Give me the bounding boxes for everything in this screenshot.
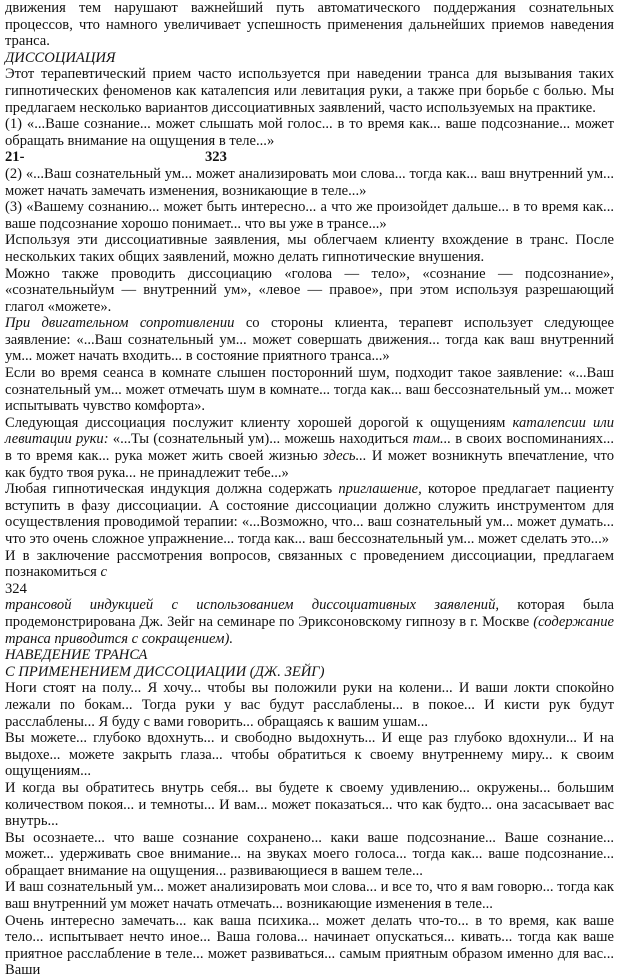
emphasis: приглашение, bbox=[338, 481, 422, 498]
paragraph: Вы осознаете... что ваше сознание сохранено... каки ваше подсознание... Ваше сознание... может... удерживать свое внимание... на звуках моего голоса... тогда как... ваше подсознание... обращает внимание на ощущения... развивающиеся в вашем теле... bbox=[5, 829, 614, 879]
text-run: Любая гипнотическая индукция должна содержать bbox=[5, 481, 339, 498]
paragraph bbox=[5, 415, 614, 481]
paragraph: Используя эти диссоциативные заявления, мы облегчаем клиенту вхождение в транс. После нескольких таких общих заявлений, можно делать гипнотические внушения. bbox=[5, 232, 614, 265]
emphasis: здесь... bbox=[323, 448, 367, 465]
text-run: в своих воспоминаниях... в то время как... рука может жить своей жизнью bbox=[5, 431, 614, 465]
page-number: 323 bbox=[205, 149, 227, 166]
text-run: со стороны клиента, терапевт использует следующее заявление: «...Ваш сознательный ум... может совершать движения... тогда как ваш внутренний ум... может начать входить... в состояние приятного транса...» bbox=[5, 315, 614, 365]
section-subheading: С ПРИМЕНЕНИЕМ ДИССОЦИАЦИИ (ДЖ. ЗЕЙГ) bbox=[5, 663, 325, 680]
paragraph: Этот терапевтический прием часто используется при наведении транса для вызывания таких гипнотических феноменов как каталепсия или левитация руки, а также при борьбе с болью. Мы предлагаем несколько вариантов диссоциативных заявлений, часто используемых на практике. bbox=[5, 66, 614, 116]
text-run: Следующая диссоциация послужит клиенту хорошей дорогой к ощущениям bbox=[5, 414, 513, 431]
text-run: которое предлагает пациенту вступить в фазу диссоциации. А состояние диссоциации должно служить инструментом для осуществления проводимой терапии: «...Возможно, что... ваш сознательный ум... может думать... что это очень сложное упражнение... тогда как... ваш бессознательный ум... может сделать это...» bbox=[5, 481, 614, 547]
paragraph: И когда вы обратитесь внутрь себя... вы будете к своему удивлению... окружены... большим количеством покоя... и темноты... И вам... может показаться... что как будто... она засасывает вас внутрь... bbox=[5, 779, 614, 830]
paragraph: (3) «Вашему сознанию... может быть интересно... а что же произойдет дальше... в то время как... ваше подсознание хорошо понимает... что вы уже в трансе...» bbox=[5, 199, 614, 232]
emphasis: там... bbox=[412, 431, 452, 448]
text-run: И может возникнуть впечатление, что как будто твоя рука... не принадлежит тебе...» bbox=[5, 448, 614, 481]
emphasis: трансовой индукцией с использованием диссоциативных заявлений, bbox=[5, 597, 500, 614]
paragraph bbox=[5, 481, 614, 547]
page-number-row bbox=[5, 149, 614, 166]
paragraph bbox=[5, 548, 614, 581]
emphasis: каталепсии или левитации руки: bbox=[5, 414, 614, 448]
emphasis: (содержание транса приводится с сокращением). bbox=[5, 613, 614, 647]
page-number: 324 bbox=[5, 580, 27, 597]
paragraph: Если во время сеанса в комнате слышен посторонний шум, подходит такое заявление: «...Ваш сознательный ум... может отмечать шум в комнате... тогда как... ваш бессознательный ум... может испытывать чувство комфорта». bbox=[5, 365, 614, 415]
paragraph: И ваш сознательный ум... может анализировать мои слова... и все то, что я вам говорю... тогда как ваш внутренний ум может начать отмечать... возникающие изменения в теле... bbox=[5, 879, 614, 913]
paragraph: движения тем нарушают важнейший путь автоматического поддержания сознательных процессов, что намного увеличивает успешность применения дальнейших приемов наведения транса. bbox=[5, 0, 614, 50]
paragraph: Можно также проводить диссоциацию «голова — тело», «сознание — подсознание», «сознательныйум — внутренний ум», «левое — правое», при этом используя разрешающий глагол «можете». bbox=[5, 265, 614, 315]
paragraph: Вы можете... глубоко вдохнуть... и свободно выдохнуть... И еще раз глубоко вдохнули... И на выдохе... можете закрыть глаза... чтобы обратиться к своему внутреннему миру... к своим ощущениям... bbox=[5, 730, 614, 780]
paragraph bbox=[5, 597, 614, 647]
text-run: которая была продемонстрирована Дж. Зейг на семинаре по Эриксоновскому гипнозу в г. Москве bbox=[5, 597, 614, 630]
paragraph: Очень интересно замечать... как ваша психика... может делать что-то... в то время, как ваше тело... испытывает нечто иное... Ваша голова... начинает опускаться... кивать... тогда как ваше приятное расслабление в теле... может развиваться... самым приятным образом именно для вас... Ваши bbox=[5, 912, 614, 979]
text-run: «...Ты (сознательный ум)... можешь находиться bbox=[108, 431, 413, 448]
paragraph: Ноги стоят на полу... Я хочу... чтобы вы положили руки на колени... И ваши локти спокойно лежали по бокам... Тогда руки у вас будут расслаблены... в покое... И кисти рук будут расслаблены... Я буду с вами говорить... обращаясь к вашим ушам... bbox=[5, 680, 614, 730]
signature-mark: 21- bbox=[5, 149, 25, 166]
text-run: И в заключение рассмотрения вопросов, связанных с проведением диссоциации, предлагаем познакомиться bbox=[5, 547, 614, 581]
paragraph: (1) «...Ваше сознание... может слышать мой голос... в то время как... ваше подсознание... может обращать внимание на ощущения в теле...» bbox=[5, 116, 614, 149]
emphasis: При двигательном сопротивлении bbox=[5, 315, 235, 332]
section-heading-trance-induction: НАВЕДЕНИЕ ТРАНСА bbox=[5, 647, 148, 664]
section-heading-dissociation: ДИССОЦИАЦИЯ bbox=[5, 49, 116, 66]
emphasis: с bbox=[100, 564, 107, 581]
paragraph: (2) «...Ваш сознательный ум... может анализировать мои слова... тогда как... ваш внутренний ум... может начать замечать изменения, возникающие в теле...» bbox=[5, 165, 614, 199]
paragraph bbox=[5, 315, 614, 365]
